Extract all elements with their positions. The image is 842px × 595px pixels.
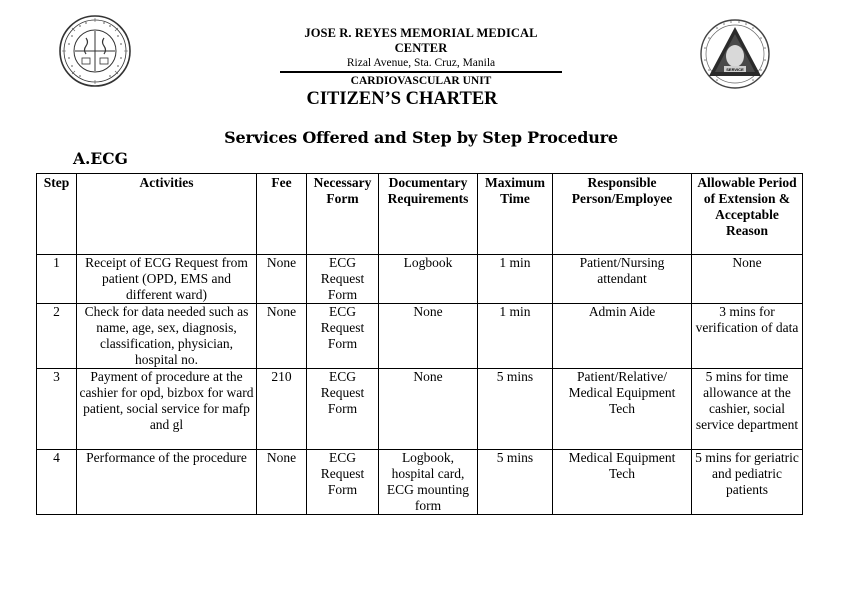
- cell-activities: Performance of the procedure: [77, 450, 257, 515]
- cell-person: Admin Aide: [553, 304, 692, 369]
- cell-form: ECG Request Form: [307, 369, 379, 450]
- cell-fee: None: [257, 255, 307, 304]
- header-fee: Fee: [257, 174, 307, 255]
- cell-docs: None: [379, 369, 478, 450]
- header-divider: [280, 71, 562, 73]
- page-subtitle: Services Offered and Step by Step Procedure: [224, 128, 618, 147]
- cell-docs: Logbook: [379, 255, 478, 304]
- organization-address: Rizal Avenue, Sta. Cruz, Manila: [346, 57, 496, 69]
- cell-time: 5 mins: [478, 369, 553, 450]
- triangle-emblem-logo: [697, 18, 773, 90]
- cell-step: 1: [37, 255, 77, 304]
- cell-activities: Check for data needed such as name, age, sex, diagnosis, classification, physician, hospital no.: [77, 304, 257, 369]
- cell-form: ECG Request Form: [307, 304, 379, 369]
- svg-text:SERVICE: SERVICE: [726, 67, 744, 72]
- table-row: [37, 369, 803, 450]
- letterhead: [280, 26, 562, 87]
- cell-period: 5 mins for time allowance at the cashier, social service department: [692, 369, 803, 450]
- hospital-seal-logo: [58, 14, 132, 88]
- cell-fee: None: [257, 304, 307, 369]
- header-activities: Activities: [77, 174, 257, 255]
- cell-time: 1 min: [478, 304, 553, 369]
- cell-person: Patient/Nursing attendant: [553, 255, 692, 304]
- cell-form: ECG Request Form: [307, 450, 379, 515]
- table-header-row: [37, 174, 803, 255]
- procedure-table: [36, 173, 803, 515]
- table-row: [37, 450, 803, 515]
- cell-time: 5 mins: [478, 450, 553, 515]
- cell-fee: 210: [257, 369, 307, 450]
- unit-name: CARDIOVASCULAR UNIT: [350, 75, 492, 87]
- cell-period: 5 mins for geriatric and pediatric patients: [692, 450, 803, 515]
- cell-step: 4: [37, 450, 77, 515]
- cell-step: 3: [37, 369, 77, 450]
- header-necessary-form: Necessary Form: [307, 174, 379, 255]
- cell-period: None: [692, 255, 803, 304]
- cell-person: Medical Equipment Tech: [553, 450, 692, 515]
- cell-docs: Logbook, hospital card, ECG mounting form: [379, 450, 478, 515]
- header-maximum-time: Maximum Time: [478, 174, 553, 255]
- cell-person: Patient/Relative/ Medical Equipment Tech: [553, 369, 692, 450]
- header-step: Step: [37, 174, 77, 255]
- cell-period: 3 mins for verification of data: [692, 304, 803, 369]
- cell-activities: Receipt of ECG Request from patient (OPD, EMS and different ward): [77, 255, 257, 304]
- section-heading: A.ECG: [73, 149, 128, 168]
- cell-time: 1 min: [478, 255, 553, 304]
- cell-docs: None: [379, 304, 478, 369]
- cell-fee: None: [257, 450, 307, 515]
- table-row: [37, 255, 803, 304]
- header-documentary-requirements: Documentary Requirements: [379, 174, 478, 255]
- page-title: CITIZEN’S CHARTER: [306, 89, 498, 109]
- cell-activities: Payment of procedure at the cashier for opd, bizbox for ward patient, social service for mafp and gl: [77, 369, 257, 450]
- cell-form: ECG Request Form: [307, 255, 379, 304]
- cell-step: 2: [37, 304, 77, 369]
- header-allowable-period: Allowable Period of Extension & Acceptable Reason: [692, 174, 803, 255]
- table-row: [37, 304, 803, 369]
- organization-name: JOSE R. REYES MEMORIAL MEDICAL CENTER: [304, 26, 538, 55]
- header-responsible-person: Responsible Person/Employee: [553, 174, 692, 255]
